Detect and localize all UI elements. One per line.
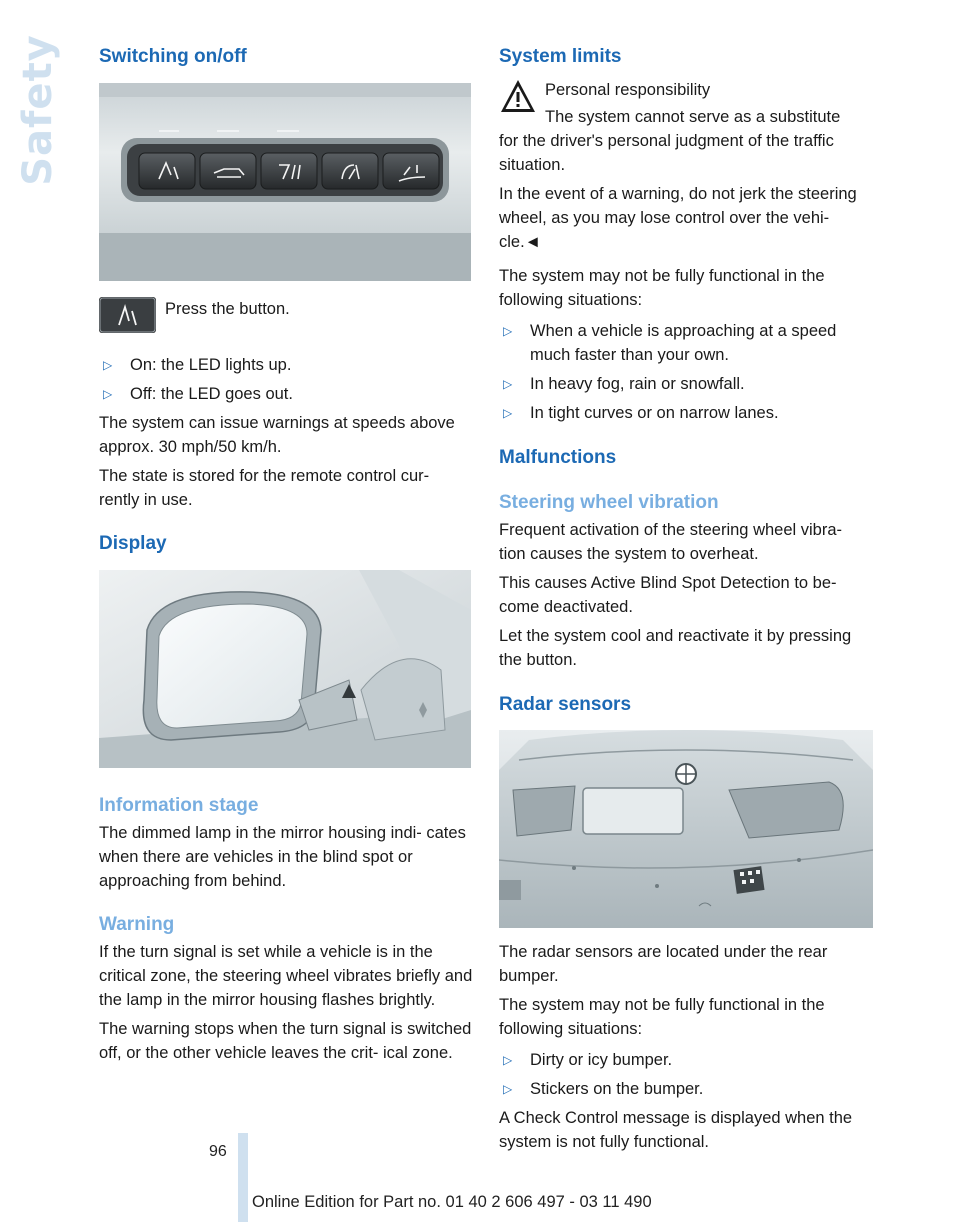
list-item-text: Off: the LED goes out.: [130, 385, 293, 403]
bullet-triangle-icon: ▷: [503, 1082, 513, 1096]
right-column: [499, 44, 873, 1154]
jerk-paragraph: In the event of a warning, do not jerk the steering wheel, as you may lose control over the vehi- cle.◄: [499, 185, 857, 251]
list-item: [499, 1077, 873, 1101]
warning-title: Personal responsibility: [545, 81, 711, 99]
warning-first-line: The system cannot serve as a substitute: [545, 108, 841, 126]
information-paragraph: The dimmed lamp in the mirror housing indi- cates when there are vehicles in the blind spot or approaching from behind.: [99, 824, 466, 890]
mirror-image: [99, 570, 471, 768]
left-column: [99, 44, 473, 1065]
page-number: 96: [209, 1143, 227, 1160]
rear-bumper-image: [499, 730, 873, 928]
bullet-triangle-icon: ▷: [103, 358, 113, 372]
list-item-text: When a vehicle is approaching at a speed much faster than your own.: [530, 322, 837, 364]
list-item: [499, 401, 873, 425]
bullet-triangle-icon: ▷: [503, 1053, 513, 1067]
not-functional-paragraph: The system may not be fully functional in the following situations:: [499, 267, 825, 309]
rear-car-illustration: [499, 730, 873, 928]
list-item: [499, 319, 873, 367]
vibration-paragraph-3: Let the system cool and reactivate it by pressing the button.: [499, 627, 852, 669]
list-item: [99, 382, 473, 406]
heading-system-limits: System limits: [499, 46, 622, 67]
bullet-triangle-icon: ▷: [503, 377, 513, 391]
state-paragraph: The state is stored for the remote control cur- rently in use.: [99, 467, 430, 509]
heading-steering-vibration: Steering wheel vibration: [499, 492, 719, 513]
speed-paragraph: The system can issue warnings at speeds above approx. 30 mph/50 km/h.: [99, 414, 455, 456]
warning-paragraph-2: The warning stops when the turn signal is switched off, or the other vehicle leaves the crit- ical zone.: [99, 1020, 472, 1062]
list-item: [99, 353, 473, 377]
footer-accent-bar: [238, 1133, 248, 1222]
radar-paragraph-1: The radar sensors are located under the rear bumper.: [499, 943, 828, 985]
vibration-paragraph-1: Frequent activation of the steering wheel vibra- tion causes the system to overheat.: [499, 521, 843, 563]
vibration-paragraph-2: This causes Active Blind Spot Detection to be- come deactivated.: [499, 574, 837, 616]
press-button-text: Press the button.: [165, 300, 290, 318]
lane-assist-icon: [99, 297, 156, 333]
limits-list: [499, 319, 873, 425]
heading-warning: Warning: [99, 914, 175, 935]
list-item: [499, 1048, 873, 1072]
heading-radar-sensors: Radar sensors: [499, 694, 632, 715]
lane-button-icon: [99, 297, 156, 333]
list-item-text: In tight curves or on narrow lanes.: [530, 404, 779, 422]
heading-information-stage: Information stage: [99, 795, 259, 816]
press-button-row: [99, 295, 473, 337]
switch-list: [99, 353, 473, 406]
radar-list: [499, 1048, 873, 1101]
radar-paragraph-2: The system may not be fully functional in the following situations:: [499, 996, 825, 1038]
edition-footer: Online Edition for Part no. 01 40 2 606 497 - 03 11 490: [252, 1193, 652, 1211]
heading-switching: Switching on/off: [99, 46, 247, 67]
warning-paragraph-1: If the turn signal is set while a vehicle is in the critical zone, the steering wheel vibrates briefly and the lamp in the mirror housing flashes brightly.: [99, 943, 473, 1009]
list-item: [499, 372, 873, 396]
radar-paragraph-3: A Check Control message is displayed when the system is not fully functional.: [499, 1109, 853, 1151]
mirror-illustration: [99, 570, 471, 768]
list-item-text: Stickers on the bumper.: [530, 1080, 704, 1098]
section-tab-safety: [8, 34, 68, 186]
heading-display: Display: [99, 533, 167, 554]
warning-block: [499, 78, 873, 177]
button-panel-image: [99, 83, 471, 281]
section-tab-label: Safety: [15, 34, 61, 186]
list-item-text: In heavy fog, rain or snowfall.: [530, 375, 745, 393]
button-panel-illustration: [99, 83, 471, 281]
warning-triangle-svg: [499, 78, 537, 114]
warning-rest: for the driver's personal judgment of the traffic situation.: [499, 132, 834, 174]
bullet-triangle-icon: ▷: [503, 324, 513, 338]
bullet-triangle-icon: ▷: [503, 406, 513, 420]
heading-malfunctions: Malfunctions: [499, 447, 617, 468]
warning-triangle-icon: [499, 78, 537, 114]
list-item-text: On: the LED lights up.: [130, 356, 292, 374]
list-item-text: Dirty or icy bumper.: [530, 1051, 673, 1069]
bullet-triangle-icon: ▷: [103, 387, 113, 401]
